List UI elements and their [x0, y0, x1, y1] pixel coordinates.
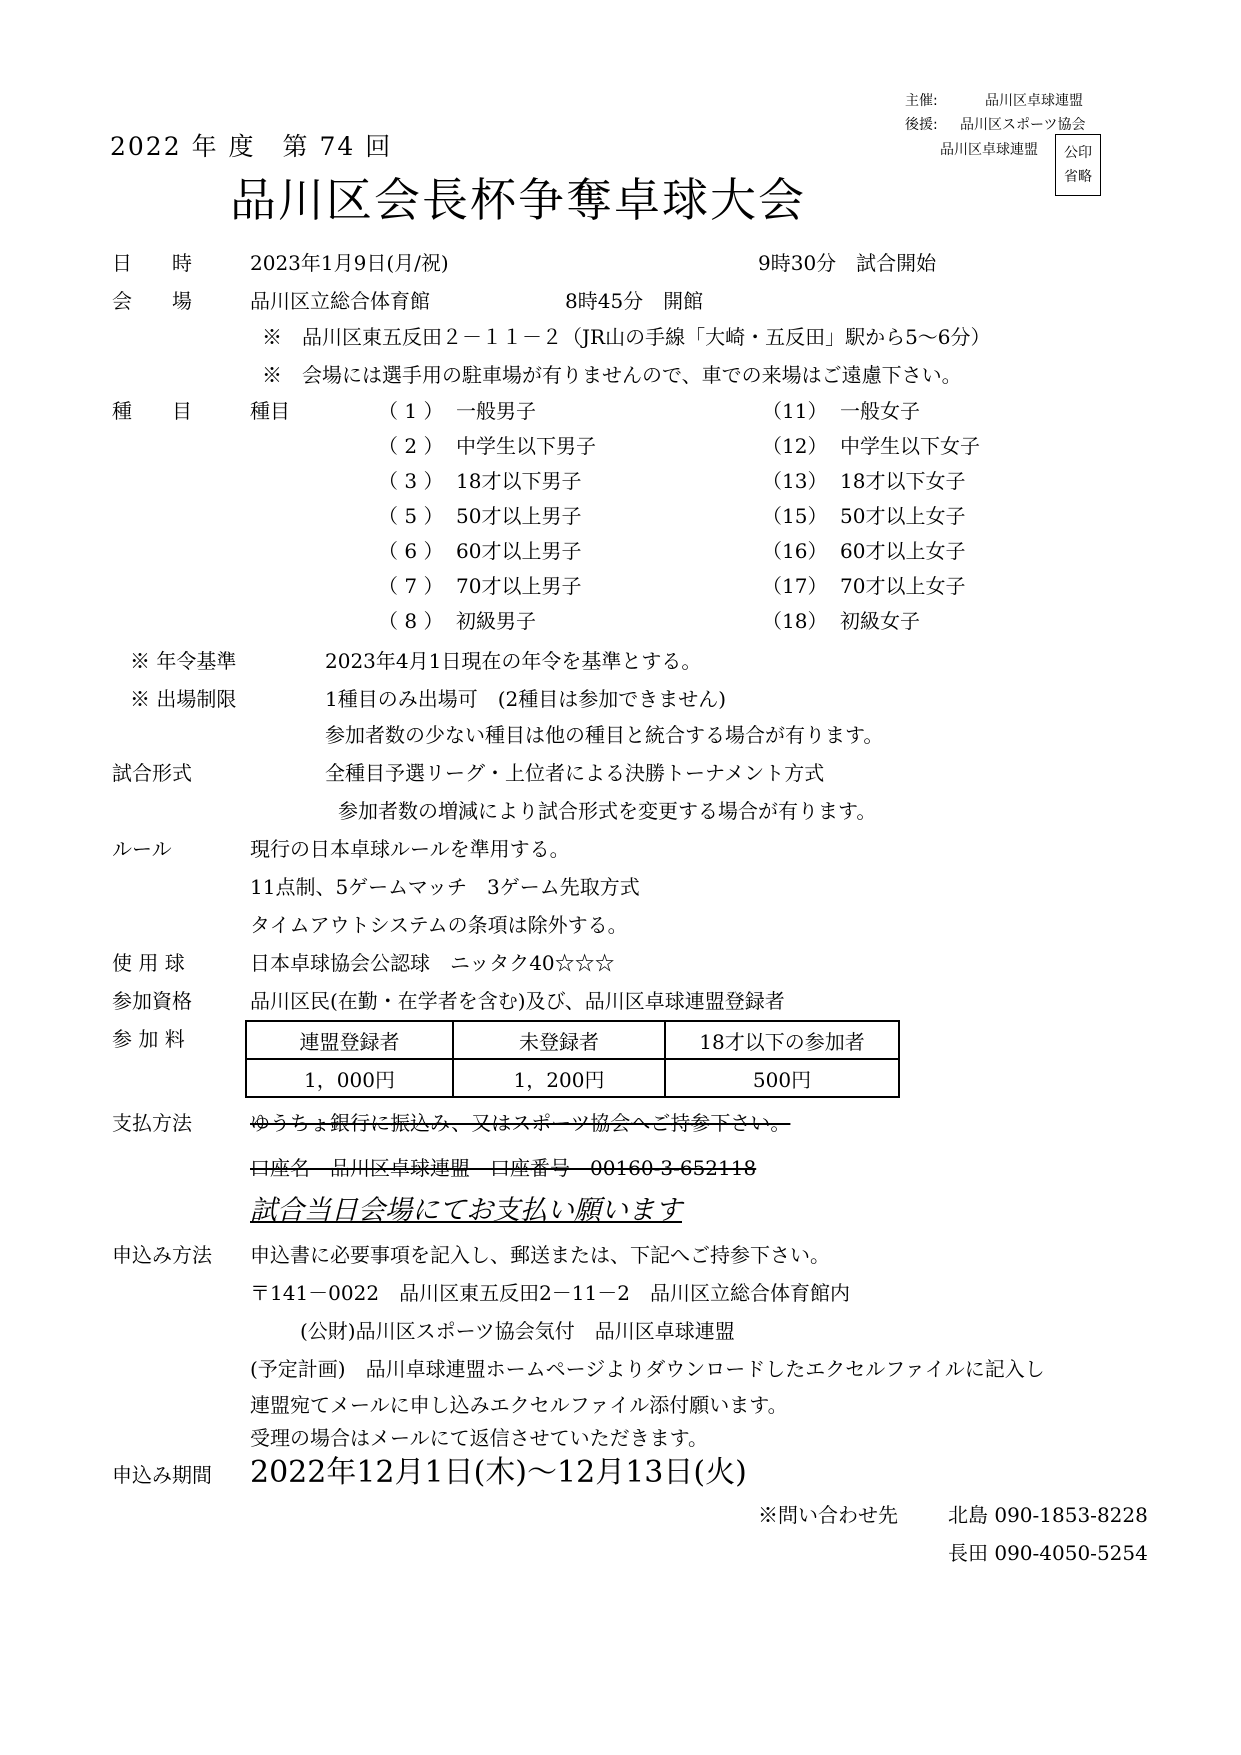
- host-label: 主催:: [905, 93, 938, 109]
- host-value: 品川区卓球連盟: [985, 93, 1083, 109]
- list-item: （ 3 ） 18才以下男子: [378, 469, 582, 493]
- list-item: （ 7 ） 70才以上男子: [378, 574, 582, 598]
- rule-line-2: 11点制、5ゲームマッチ 3ゲーム先取方式: [250, 875, 640, 899]
- page-title: 品川区会長杯争奪卓球大会: [230, 173, 806, 227]
- application-reply: 受理の場合はメールにて返信させていただきます。: [250, 1426, 708, 1450]
- venue-name: 品川区立総合体育館: [250, 289, 430, 313]
- list-item: （ 5 ） 50才以上男子: [378, 504, 582, 528]
- venue-label: 会 場: [112, 289, 192, 313]
- rule-label: ルール: [112, 837, 172, 861]
- entry-limit-text: 1種目のみ出場可 (2種目は参加できません): [325, 687, 727, 711]
- format-label: 試合形式: [112, 761, 192, 785]
- open-time: 8時45分 開館: [565, 289, 704, 313]
- entry-limit-note: 参加者数の少ない種目は他の種目と統合する場合が有ります。: [325, 723, 884, 747]
- list-item: （17） 70才以上女子: [762, 574, 966, 598]
- fee-value-member: 1，000円: [246, 1059, 453, 1097]
- list-item: （15） 50才以上女子: [762, 504, 966, 528]
- format-note: 参加者数の増減により試合形式を変更する場合が有ります。: [338, 799, 877, 823]
- seal-text-2: 省略: [1064, 169, 1092, 185]
- datetime-label: 日 時: [112, 251, 192, 275]
- list-item: （ 2 ） 中学生以下男子: [378, 434, 596, 458]
- period-text: 2022年12月1日(木)～12月13日(火): [250, 1455, 747, 1490]
- support-label: 後援:: [905, 117, 938, 133]
- contact-person-2: 長田 090-4050-5254: [948, 1541, 1148, 1565]
- application-label: 申込み方法: [112, 1243, 212, 1267]
- payment-notice: 試合当日会場にてお支払い願います: [250, 1195, 682, 1226]
- fee-header-member: 連盟登録者: [246, 1021, 453, 1059]
- entry-limit-label: ※ 出場制限: [130, 687, 237, 711]
- fee-header-nonmember: 未登録者: [453, 1021, 665, 1059]
- age-standard-text: 2023年4月1日現在の年令を基準とする。: [325, 649, 702, 673]
- event-date: 2023年1月9日(月/祝): [250, 251, 449, 275]
- contact-person-1: 北島 090-1853-8228: [948, 1503, 1148, 1527]
- fee-value-nonmember: 1，200円: [453, 1059, 665, 1097]
- year-line: 2022 年 度 第 74 回: [110, 132, 393, 161]
- women-events-list: [762, 398, 980, 643]
- ball-text: 日本卓球協会公認球 ニッタク40☆☆☆: [250, 951, 615, 975]
- payment-old-account: 口座名 品川区卓球連盟 口座番号 00160-3-652118: [250, 1156, 757, 1180]
- seal-org: 品川区卓球連盟: [940, 142, 1038, 158]
- payment-old-method: ゆうちょ銀行に振込み、又はスポーツ協会へご持参下さい。: [250, 1111, 791, 1135]
- eligibility-text: 品川区民(在勤・在学者を含む)及び、品川区卓球連盟登録者: [250, 989, 785, 1013]
- table-row: [246, 1021, 899, 1059]
- table-row: [246, 1059, 899, 1097]
- contact-label: ※問い合わせ先: [758, 1503, 898, 1527]
- events-sublabel: 種目: [250, 399, 290, 423]
- fee-header-youth: 18才以下の参加者: [665, 1021, 899, 1059]
- support-value: 品川区スポーツ協会: [960, 117, 1086, 133]
- ball-label: 使 用 球: [112, 951, 185, 975]
- list-item: （16） 60才以上女子: [762, 539, 966, 563]
- payment-label: 支払方法: [112, 1111, 192, 1135]
- official-seal-omitted-box: [1055, 134, 1101, 196]
- venue-address-note: ※ 品川区東五反田２－１１－２（JR山の手線「大崎・五反田」駅から5～6分）: [262, 325, 991, 349]
- fee-value-youth: 500円: [665, 1059, 899, 1097]
- list-item: （ 6 ） 60才以上男子: [378, 539, 582, 563]
- application-care-of: (公財)品川区スポーツ協会気付 品川区卓球連盟: [300, 1319, 735, 1343]
- application-line-1: 申込書に必要事項を記入し、郵送または、下記へご持参下さい。: [250, 1243, 830, 1267]
- list-item: （11） 一般女子: [762, 399, 920, 423]
- fee-label: 参 加 料: [112, 1027, 185, 1051]
- age-standard-label: ※ 年令基準: [130, 649, 237, 673]
- men-events-list: [378, 398, 596, 643]
- start-time: 9時30分 試合開始: [758, 251, 937, 275]
- list-item: （12） 中学生以下女子: [762, 434, 980, 458]
- format-text: 全種目予選リーグ・上位者による決勝トーナメント方式: [325, 761, 825, 785]
- rule-line-1: 現行の日本卓球ルールを準用する。: [250, 837, 570, 861]
- list-item: （ 1 ） 一般男子: [378, 399, 536, 423]
- parking-note: ※ 会場には選手用の駐車場が有りませんので、車での来場はご遠慮下さい。: [262, 363, 962, 387]
- application-address: 〒141－0022 品川区東五反田2－11－2 品川区立総合体育館内: [250, 1281, 850, 1305]
- rule-line-3: タイムアウトシステムの条項は除外する。: [250, 913, 628, 937]
- list-item: （ 8 ） 初級男子: [378, 609, 536, 633]
- list-item: （18） 初級女子: [762, 609, 920, 633]
- list-item: （13） 18才以下女子: [762, 469, 966, 493]
- eligibility-label: 参加資格: [112, 989, 192, 1013]
- events-label: 種 目: [112, 399, 192, 423]
- seal-text-1: 公印: [1064, 145, 1092, 161]
- application-plan: (予定計画) 品川卓球連盟ホームページよりダウンロードしたエクセルファイルに記入し: [250, 1357, 1045, 1381]
- application-email: 連盟宛てメールに申し込みエクセルファイル添付願います。: [250, 1393, 788, 1417]
- fee-table: [245, 1020, 900, 1098]
- period-label: 申込み期間: [112, 1463, 212, 1487]
